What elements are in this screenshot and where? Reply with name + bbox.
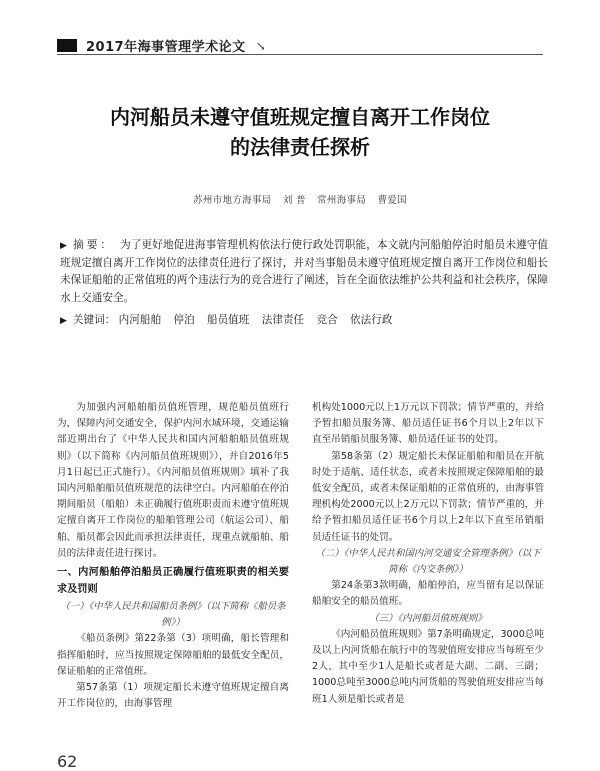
title-line-1: 内河船员未遵守值班规定擅自离开工作岗位 xyxy=(110,105,490,129)
paragraph: 第57条第（1）项规定船长未遵守值班规定擅自离开工作岗位的，由海事管理 xyxy=(57,682,289,710)
keyword: 依法行政 xyxy=(350,314,393,326)
arrow-icon: ↘ xyxy=(255,38,266,53)
paragraph: 《船员条例》第22条第（3）项明确，船长管理和指挥船舶时，应当按照规定保障船舶的最低安全配员，保证船舶的正常值班。 xyxy=(57,633,289,677)
keyword: 竞合 xyxy=(316,314,338,326)
abstract-text: 为了更好地促进海事管理机构依法行使行政处罚职能，本文就内河船舶停泊时船员未遵守值班规定擅自离开工作岗位的法律责任进行了探讨，并对当事船员未遵守值班规定擅自离开工作岗位和船长未保证船舶的正常值班的两个违法行为的竞合进行了阐述，旨在全面依法维护公共利益和社会秩序，保障水上交通安全。 xyxy=(60,239,549,304)
section-heading: 一、内河船舶停泊船员正确履行值班职责的相关要求及罚则 xyxy=(57,567,289,595)
author-name-2: 曹爱国 xyxy=(377,195,407,206)
author-affiliation-2: 常州海事局 xyxy=(317,195,367,206)
body-column-right xyxy=(312,400,544,708)
keyword: 内河船舶 xyxy=(118,314,162,326)
keywords xyxy=(60,312,548,330)
paragraph: 机构处1000元以上1万元以下罚款；情节严重的，并给予暂扣船员服务簿、船员适任证书6个月以上2年以下直至吊销船员服务簿、船员适任证书的处罚。 xyxy=(312,402,544,446)
keyword: 停泊 xyxy=(173,314,195,326)
paragraph: 为加强内河船舶船员值班管理，规范船员值班行为，保障内河交通安全，保护内河水域环境，交通运输部近期出台了《中华人民共和国内河船舶船员值班规则》（以下简称《内河船员值班规则》），并自2016年5月1日起已正式施行）。《内河船员值班规则》填补了我国内河船舶船员值班规范的法律空白。内河船舶在停泊期间船员（船舶）未正确履行值班职责而未遵守值班规定擅自离开工作岗位的船舶管理公司（航运公司）、船舶、船员都会因此而承担法律责任，现重点就船舶、船员的法律责任进行探讨。 xyxy=(57,402,289,559)
header-divider xyxy=(57,54,543,55)
subsection-heading: （一）《中华人民共和国船员条例》（以下简称《船员条例》） xyxy=(60,601,286,629)
author-line xyxy=(0,192,600,206)
title-line-2: 的法律责任探析 xyxy=(230,135,370,159)
subsection-heading: （二）《中华人民共和国内河交通安全管理条例》（以下简称《内交条例》） xyxy=(315,547,541,576)
journal-name: 2017年海事管理学术论文 xyxy=(86,40,246,55)
keyword: 法律责任 xyxy=(261,314,305,326)
keyword: 船员值班 xyxy=(206,314,250,326)
author-name-1: 刘 普 xyxy=(282,195,306,206)
header-block-mark xyxy=(57,39,77,52)
subsection-heading: （三）《内河船员值班规则》 xyxy=(369,612,487,624)
abstract xyxy=(60,237,548,307)
author-affiliation-1: 苏州市地方海事局 xyxy=(193,195,272,206)
paragraph: 第58条第（2）规定船长未保证船舶和船员在开航时处于适航、适任状态，或者未按照规定保障船舶的最低安全配员，或者未保证船舶的正常值班的，由海事管理机构处2000元以上2万元以下罚款；情节严重的，并给予暂扣船员适任证书6个月以上2年以下直至吊销船员适任证书的处罚。 xyxy=(312,450,544,543)
paragraph: 第24条第3款明确，船舶停泊，应当留有足以保证船舶安全的船员值班。 xyxy=(312,580,544,608)
keywords-label: 关键词： xyxy=(72,314,116,326)
triangle-marker-icon: ▶ xyxy=(60,241,68,251)
triangle-marker-icon: ▶ xyxy=(60,316,67,326)
page-number: 62 xyxy=(57,752,78,771)
abstract-label: 摘要： xyxy=(73,239,115,251)
paragraph: 《内河船员值班规则》第7条明确规定，3000总吨及以上内河货船在航行中的驾驶值班安排应当每班至少2人，其中至少1人是船长或者是大副、二副、三副；1000总吨至3000总吨内河货船的驾驶值班安排应当每班1人须是船长或者是 xyxy=(312,628,544,705)
body-column-left xyxy=(57,400,289,712)
article-title xyxy=(0,102,600,162)
running-header xyxy=(57,36,266,55)
